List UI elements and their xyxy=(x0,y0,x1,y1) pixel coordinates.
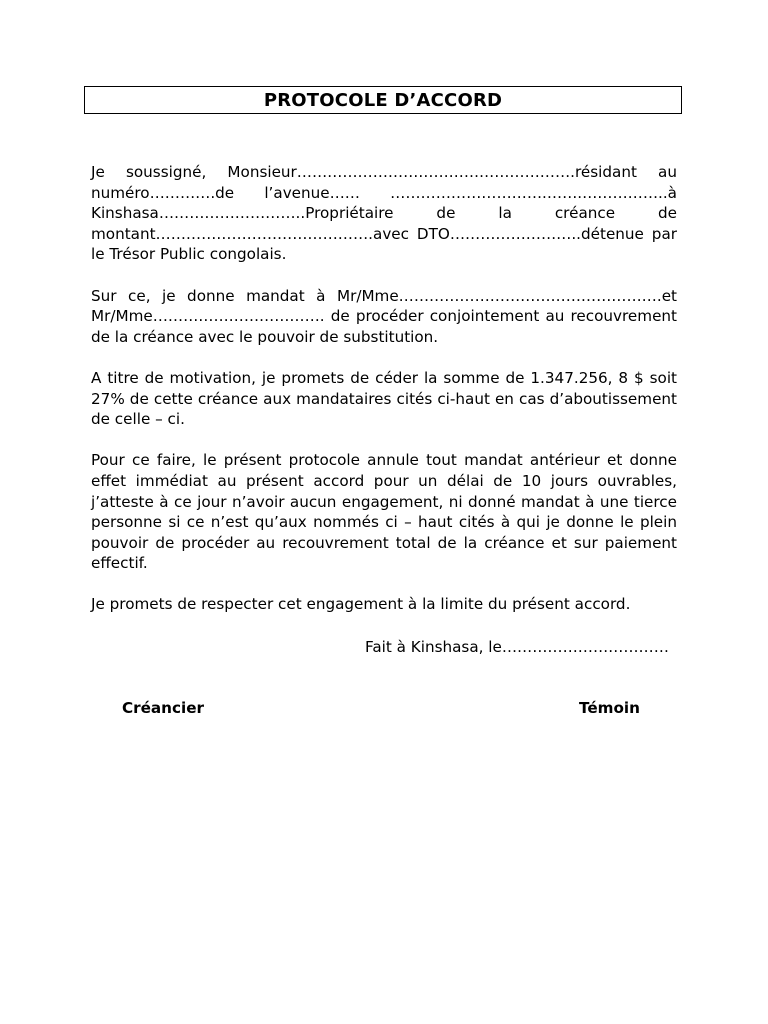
document-title: PROTOCOLE D’ACCORD xyxy=(263,89,503,111)
document-body xyxy=(91,162,677,615)
paragraph-terms: Pour ce faire, le présent protocole annule tout mandat antérieur et donne effet immédiat au présent accord pour un délai de 10 jours ouvrables, j’atteste à ce jour n’avoir aucun engagement, ni donné mandat à une tierce personne si ce n’est qu’aux nommés ci – haut cités à qui je donne le plein pouvoir de procéder au recouvrement total de la créance et sur paiement effectif. xyxy=(91,451,677,573)
paragraph-identity: Je soussigné, Monsieur……………………………………………….résidant au numéro………….de l’avenue…… ………………………….…….……………..à Kinshasa………………………..Propriétaire de la créance de montant…………………………………….avec DTO……………………..détenue par le Trésor Public congolais. xyxy=(91,163,677,264)
paragraph-mandate: Sur ce, je donne mandat à Mr/Mme…………………………………………….et Mr/Mme……………………………. de procéder conjointement au recouvrement de la créance avec le pouvoir de substitution. xyxy=(91,286,677,346)
paragraph-commitment: Je promets de respecter cet engagement à la limite du présent accord. xyxy=(91,595,631,614)
paragraph-motivation: A titre de motivation, je promets de céder la somme de 1.347.256, 8 $ soit 27% de cette créance aux mandataires cités ci-haut en cas d’aboutissement de celle – ci. xyxy=(91,368,677,429)
title-box xyxy=(84,86,682,114)
signature-witness-label: Témoin xyxy=(579,699,640,717)
place-date-line: Fait à Kinshasa, le…………………………… xyxy=(365,638,669,656)
signature-creditor-label: Créancier xyxy=(122,699,204,717)
